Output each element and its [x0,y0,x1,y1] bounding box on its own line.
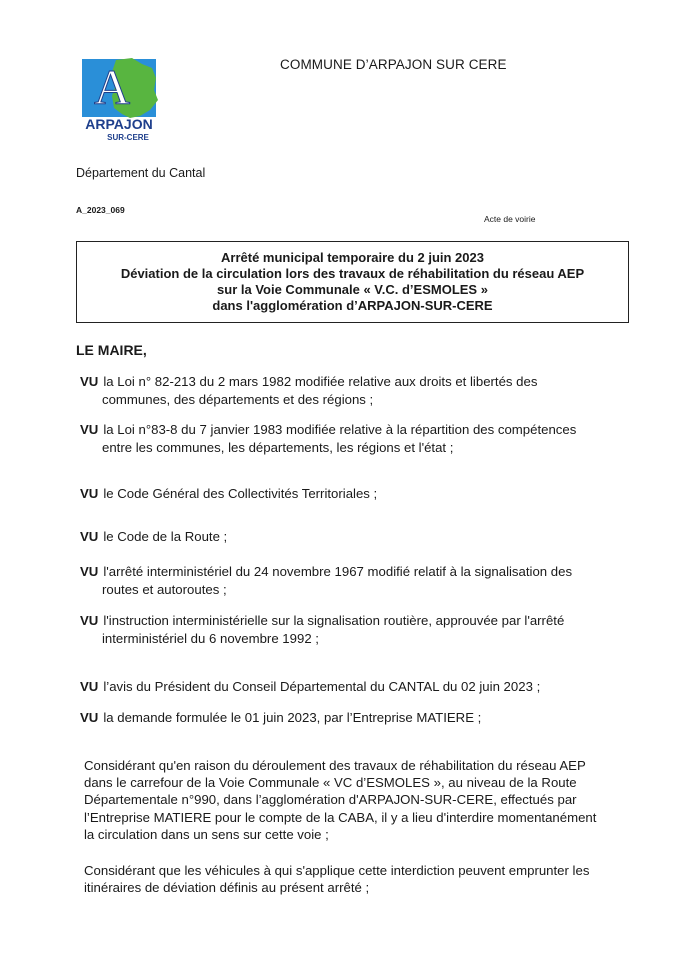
vu-item [80,373,632,409]
vu-item [80,528,632,546]
title-line-4: dans l'agglomération d’ARPAJON-SUR-CERE [212,298,493,313]
logo-letter: A [94,59,131,115]
department: Département du Cantal [76,166,206,180]
considerant-line: l’Entreprise MATIERE pour le compte de la CABA, il y a lieu d'interdire momentanément [84,809,597,825]
considerant-paragraph [84,757,636,843]
considerant-line: Départementale n°990, dans l’agglomération d'ARPAJON-SUR-CERE, effectués par [84,792,577,808]
commune-name: COMMUNE D’ARPAJON SUR CERE [280,57,507,72]
logo-name-line1: ARPAJON [85,116,153,132]
vu-item [80,678,632,696]
vu-text: le Code de la Route ; [103,529,228,544]
vu-keyword: VU [80,710,99,725]
vu-text: le Code Général des Collectivités Territoriales ; [103,486,378,501]
vu-item [80,612,632,648]
commune-logo-graphic [76,56,162,146]
title-line-1: Arrêté municipal temporaire du 2 juin 2023 [221,250,484,265]
vu-text-continued: communes, des départements et des régions ; [102,392,374,407]
considerant-paragraph [84,862,636,896]
vu-item [80,563,632,599]
considerant-line: itinéraires de déviation définis au présent arrêté ; [84,880,370,896]
vu-text: la demande formulée le 01 juin 2023, par l’Entreprise MATIERE ; [103,710,482,725]
title-line-3: sur la Voie Communale « V.C. d’ESMOLES » [217,282,488,297]
vu-text-continued: routes et autoroutes ; [102,582,227,597]
vu-text: l'instruction interministérielle sur la signalisation routière, approuvée par l'arrêté [103,613,565,628]
vu-item [80,485,632,503]
vu-keyword: VU [80,564,99,579]
vu-keyword: VU [80,374,99,389]
logo [76,56,162,146]
logo-name-line2: SUR-CERE [107,133,149,142]
vu-keyword: VU [80,422,99,437]
considerant-line: Considérant que les véhicules à qui s'applique cette interdiction peuvent emprunter les [84,863,590,878]
considerant-line: dans le carrefour de la Voie Communale « VC d’ESMOLES », au niveau de la Route [84,775,577,791]
act-category: Acte de voirie [484,214,536,224]
vu-item [80,709,632,727]
vu-keyword: VU [80,486,99,501]
vu-text: l'arrêté interministériel du 24 novembre 1967 modifié relatif à la signalisation des [103,564,573,579]
vu-keyword: VU [80,613,99,628]
title-line-2: Déviation de la circulation lors des travaux de réhabilitation du réseau AEP [120,266,585,281]
title-box [76,241,629,323]
vu-text: la Loi n°83-8 du 7 janvier 1983 modifiée relative à la répartition des compétences [103,422,577,437]
considerant-line: la circulation dans un sens sur cette voie ; [84,826,329,842]
vu-text-continued: entre les communes, les départements, les régions et l'état ; [102,440,454,455]
maire-heading: LE MAIRE, [76,342,147,358]
vu-keyword: VU [80,529,99,544]
reference-number: A_2023_069 [76,205,125,215]
vu-keyword: VU [80,679,99,694]
vu-item [80,421,632,457]
vu-text: l’avis du Président du Conseil Départemental du CANTAL du 02 juin 2023 ; [103,679,541,694]
vu-text: la Loi n° 82-213 du 2 mars 1982 modifiée relative aux droits et libertés des [103,374,538,389]
vu-text-continued: interministériel du 6 novembre 1992 ; [102,631,319,646]
considerant-line: Considérant qu'en raison du déroulement des travaux de réhabilitation du réseau AEP [84,758,586,773]
